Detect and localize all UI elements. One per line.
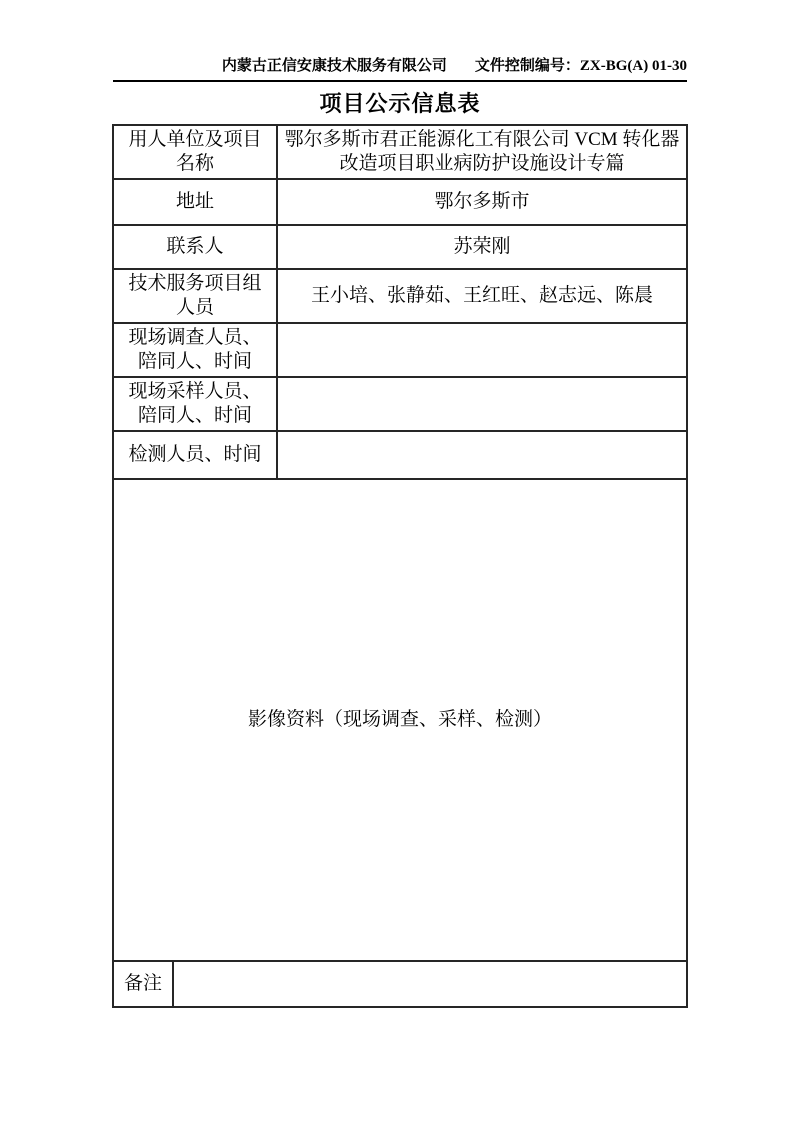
doc-control xyxy=(475,56,687,76)
row-label-address: 地址 xyxy=(113,179,277,225)
table-row-contact xyxy=(113,225,687,269)
document-header xyxy=(113,56,687,76)
row-value-service-team: 王小培、张静茹、王红旺、赵志远、陈晨 xyxy=(277,269,687,323)
row-label-testing: 检测人员、时间 xyxy=(113,431,277,479)
row-label-site-survey: 现场调查人员、陪同人、时间 xyxy=(113,323,277,377)
table-row-remark xyxy=(113,961,687,1007)
table-row-media xyxy=(113,479,687,961)
page-title: 项目公示信息表 xyxy=(319,91,481,116)
row-label-service-team: 技术服务项目组人员 xyxy=(113,269,277,323)
row-value-contact: 苏荣刚 xyxy=(277,225,687,269)
table-row-site-sampling xyxy=(113,377,687,431)
row-value-site-survey xyxy=(277,323,687,377)
row-label-contact: 联系人 xyxy=(113,225,277,269)
row-label-site-sampling: 现场采样人员、陪同人、时间 xyxy=(113,377,277,431)
doc-control-number: ZX-BG(A) 01-30 xyxy=(579,58,687,74)
row-value-testing xyxy=(277,431,687,479)
table-row-testing xyxy=(113,431,687,479)
header-rule xyxy=(113,80,687,82)
media-section-title: 影像资料（现场调查、采样、检测） xyxy=(247,709,552,730)
project-info-table xyxy=(112,124,688,1008)
media-section-cell xyxy=(113,479,687,961)
table-row-employer-project xyxy=(113,125,687,179)
row-value-employer-project: 鄂尔多斯市君正能源化工有限公司 VCM 转化器改造项目职业病防护设施设计专篇 xyxy=(277,125,687,179)
row-label-employer-project: 用人单位及项目名称 xyxy=(113,125,277,179)
table-row-service-team xyxy=(113,269,687,323)
row-value-address: 鄂尔多斯市 xyxy=(277,179,687,225)
table-row-address xyxy=(113,179,687,225)
remark-label-cell: 备注 xyxy=(113,961,173,1007)
remark-value-cell xyxy=(173,961,687,1007)
row-value-site-sampling xyxy=(277,377,687,431)
doc-control-label: 文件控制编号： xyxy=(474,58,580,74)
table-row-site-survey xyxy=(113,323,687,377)
company-name: 内蒙古正信安康技术服务有限公司 xyxy=(221,58,447,74)
